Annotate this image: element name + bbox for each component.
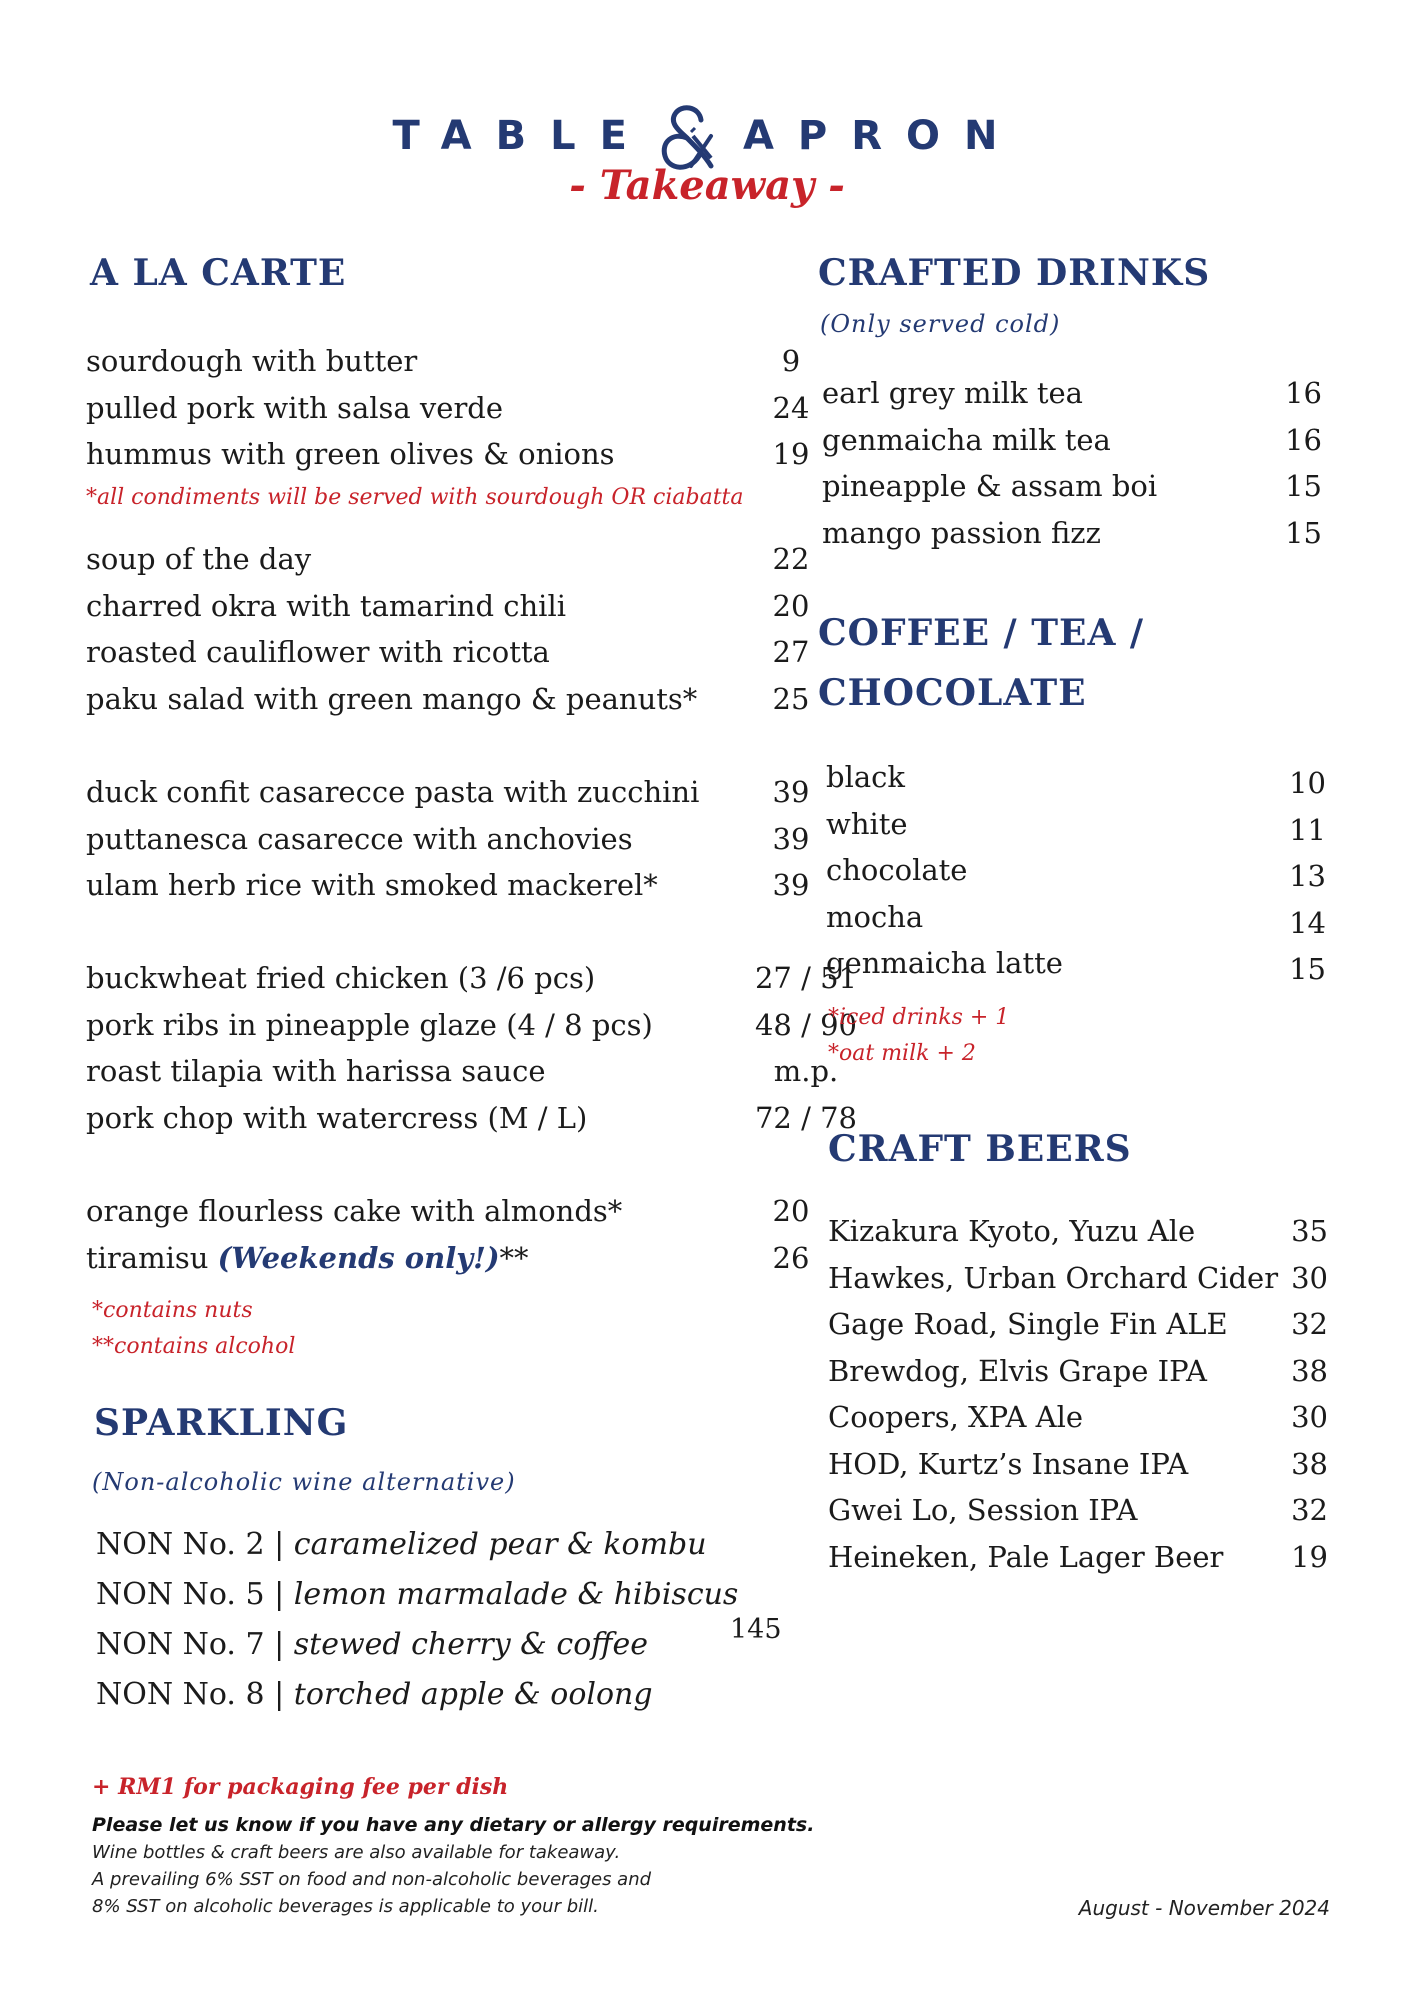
menu-item: Gwei Lo, Session IPA 32 (828, 1493, 1328, 1527)
oat-milk-note: *oat milk + 2 (828, 1041, 976, 1066)
menu-item: puttanesca casarecce with anchovies 39 (86, 821, 810, 856)
iced-drinks-note: *iced drinks + 1 (828, 1005, 1010, 1030)
craft-beers-list (828, 1208, 1348, 1580)
menu-item: NON No. 2 | caramelized pear & kombu (96, 1527, 707, 1562)
coffee-heading-line-1: COFFEE / TEA / (818, 612, 1145, 654)
menu-item: ulam herb rice with smoked mackerel* 39 (86, 868, 810, 902)
weekends-only-note: (Weekends only!) (217, 1240, 500, 1275)
menu-item: Heineken, Pale Lager Beer 19 (828, 1539, 1328, 1574)
menu-item: pork chop with watercress (M / L) 72 / 78 (86, 1100, 857, 1135)
dietary-note: Please let us know if you have any dietary or allergy requirements. (92, 1814, 815, 1836)
menu-item: pork ribs in pineapple glaze (4 / 8 pcs) 48 / 90 (86, 1007, 857, 1042)
menu-item: Coopers, XPA Ale 30 (828, 1400, 1328, 1434)
menu-item: Hawkes, Urban Orchard Cider 30 (828, 1260, 1328, 1295)
a-la-carte-group-1 (86, 338, 810, 478)
menu-item: white 11 (826, 806, 1326, 847)
nuts-note: *contains nuts (92, 1298, 253, 1323)
menu-item: mango passion fizz 15 (822, 515, 1322, 550)
menu-item: mocha 14 (826, 899, 1326, 940)
a-la-carte-group-3 (86, 769, 810, 909)
menu-item: soup of the day 22 (86, 542, 810, 576)
menu-period: August - November 2024 (1078, 1896, 1330, 1920)
menu-item: genmaicha latte 15 (826, 946, 1326, 986)
brand-word-right: APRON (742, 113, 1022, 159)
menu-item: chocolate 13 (826, 853, 1326, 893)
menu-subtitle: - Takeaway - (569, 162, 845, 209)
menu-item: earl grey milk tea 16 (822, 376, 1322, 410)
menu-item: HOD, Kurtz’s Insane IPA 38 (828, 1446, 1328, 1481)
crafted-drinks-heading: CRAFTED DRINKS (818, 252, 1211, 294)
crafted-drinks-list (822, 370, 1322, 556)
menu-item: Brewdog, Elvis Grape IPA 38 (828, 1353, 1328, 1388)
sst-note-line-1: A prevailing 6% SST on food and non-alcoholic beverages and (92, 1869, 652, 1890)
brand-word-left: TABLE (392, 113, 651, 159)
craft-beers-heading: CRAFT BEERS (828, 1128, 1132, 1170)
sparkling-list (96, 1520, 776, 1720)
menu-item: Kizakura Kyoto, Yuzu Ale 35 (828, 1214, 1328, 1248)
menu-item: charred okra with tamarind chili 20 (86, 588, 810, 623)
coffee-list (826, 754, 1326, 987)
sparkling-heading: SPARKLING (94, 1402, 349, 1444)
crafted-drinks-subheading: (Only served cold) (820, 310, 1061, 338)
menu-item: tiramisu (Weekends only!)** 26 (86, 1240, 810, 1275)
menu-item: orange flourless cake with almonds* 20 (86, 1194, 810, 1228)
takeaway-availability-note: Wine bottles & craft beers are also available for takeaway. (92, 1842, 621, 1863)
sparkling-price: 145 (730, 1614, 782, 1645)
menu-item: genmaicha milk tea 16 (822, 422, 1322, 457)
menu-item: NON No. 5 | lemon marmalade & hibiscus (96, 1577, 739, 1612)
menu-item: roast tilapia with harissa sauce m.p. (86, 1054, 839, 1088)
a-la-carte-group-4 (86, 955, 857, 1141)
packaging-fee-note: + RM1 for packaging fee per dish (92, 1774, 509, 1800)
a-la-carte-group-2 (86, 536, 810, 722)
menu-item: duck confit casarecce pasta with zucchini 39 (86, 775, 810, 809)
sst-note-line-2: 8% SST on alcoholic beverages is applicable to your bill. (92, 1896, 599, 1917)
alcohol-note: **contains alcohol (92, 1334, 296, 1359)
menu-item: NON No. 7 | stewed cherry & coffee (96, 1627, 649, 1662)
a-la-carte-heading: A LA CARTE (90, 252, 347, 294)
menu-item: buckwheat fried chicken (3 /6 pcs) 27 / 51 (86, 961, 857, 995)
menu-item: pulled pork with salsa verde 24 (86, 390, 810, 425)
menu-item: Gage Road, Single Fin ALE 32 (828, 1307, 1328, 1341)
menu-item: roasted cauliflower with ricotta 27 (86, 635, 810, 669)
condiment-note: *all condiments will be served with sourdough OR ciabatta (86, 485, 744, 510)
menu-item: hummus with green olives & onions 19 (86, 437, 810, 471)
menu-item: pineapple & assam boi 15 (822, 469, 1322, 503)
sparkling-subheading: (Non-alcoholic wine alternative) (92, 1468, 516, 1496)
menu-item: paku salad with green mango & peanuts* 25 (86, 681, 810, 716)
menu-item: sourdough with butter 9 (86, 344, 801, 378)
menu-item: NON No. 8 | torched apple & oolong (96, 1677, 653, 1712)
desserts-group (86, 1188, 810, 1281)
menu-item: black 10 (826, 760, 1326, 800)
coffee-heading-line-2: CHOCOLATE (818, 672, 1087, 714)
